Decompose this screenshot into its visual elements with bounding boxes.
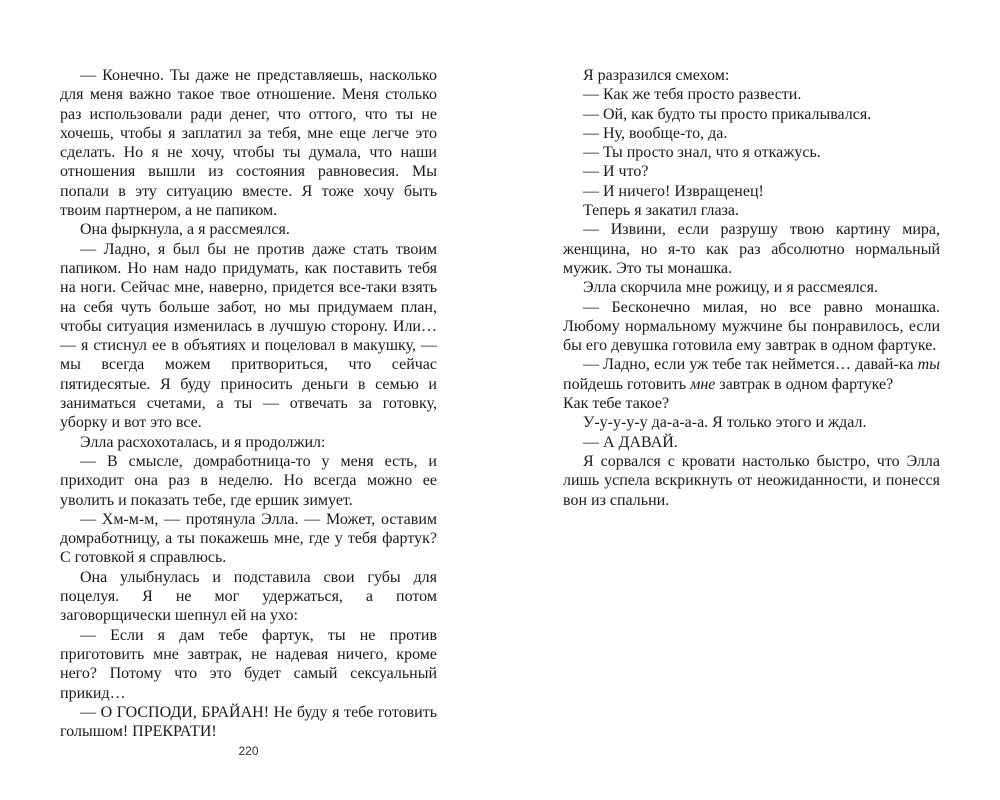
page-number: 220 [238,744,259,758]
paragraph: Она улыбнулась и подставила свои губы для поцелуя. Я не мог удержаться, а потом заговорщически шепнул ей на ухо: [60,568,437,625]
left-page [60,66,437,741]
paragraph: Как тебе такое? [563,395,670,413]
paragraph: У-у-у-у-у да-а-а-а. Я только этого и ждал. [583,414,867,432]
paragraph: — О ГОСПОДИ, БРАЙАН! Не буду я тебе готовить голышом! ПРЕКРАТИ! [60,703,437,741]
paragraph: Она фыркнула, а я рассмеялся. [80,221,290,239]
paragraph: — Ладно, я был бы не против даже стать твоим папиком. Но нам надо придумать, как поставить тебя на ноги. Сейчас мне, наверно, придется все-таки взять на себя чуть больше забот, но мы придумаем план, чтобы ситуация изменилась в лучшую сторону. Или… — я стиснул ее в объятиях и поцеловал в макушку, — мы всегда можем притвориться, что сейчас пятидесятые. Я буду приносить деньги в семью и заниматься счетами, а ты — отвечать за готовку, уборку и вот это все. [60,240,437,432]
paragraph: — Ой, как будто ты просто прикалывался. [583,105,872,123]
text-segment: пойдешь готовить [563,375,691,393]
emphasis-word: ты [917,356,940,374]
text-segment: завтрак в одном фартуке? [715,375,894,393]
paragraph: Я разразился смехом: [583,67,730,84]
paragraph: — Ты просто знал, что я откажусь. [583,144,821,162]
paragraph: Элла расхохоталась, и я продолжил: [80,433,326,451]
paragraph: — Бесконечно милая, но все равно монашка. Любому нормальному мужчине бы понравилось, если бы его девушка готовила ему завтрак в одном фартуке. [563,298,940,355]
paragraph: — Ну, вообще-то, да. [583,124,728,142]
text-segment: — Ладно, если уж тебе так неймется… давай-ка [583,356,918,374]
paragraph: — Если я дам тебе фартук, ты не против приготовить мне завтрак, не надевая ничего, кроме него? Потому что это будет самый сексуальный прикид… [60,626,437,702]
paragraph-with-emphasis [563,355,940,394]
paragraph: — В смысле, домработница-то у меня есть, и приходит она раз в неделю. Но всегда можно ее уволить и показать тебе, где ершик зимует. [60,452,437,509]
paragraph: — Как же тебя просто развести. [583,86,802,104]
paragraph: — Конечно. Ты даже не представляешь, насколько для меня важно такое твое отношение. Меня столько раз использовали ради денег, что оттого, что ты не хочешь, чтобы я заплатил за тебя, мне еще легче это сделать. Но я не хочу, чтобы ты думала, что наши отношения вышли из состояния равновесия. Мы попали в эту ситуацию вместе. Я тоже хочу быть твоим партнером, а не папиком. [60,67,437,220]
paragraph: Теперь я закатил глаза. [583,202,740,220]
paragraph: — А ДАВАЙ. [583,433,678,451]
emphasis-word: мне [690,375,716,393]
paragraph: — И что? [583,163,649,181]
right-page [563,66,940,510]
paragraph: — Хм-м-м, — протянула Элла. — Может, оставим домработницу, а ты покажешь мне, где у тебя фартук? С готовкой я справлюсь. [60,510,437,567]
paragraph: Элла скорчила мне рожицу, и я рассмеялся. [583,279,879,297]
paragraph: — Извини, если разрушу твою картину мира, женщина, но я-то как раз абсолютно нормальный мужик. Это ты монашка. [563,221,940,277]
paragraph: — И ничего! Извращенец! [583,182,764,200]
paragraph: Я сорвался с кровати настолько быстро, что Элла лишь успела вскрикнуть от неожиданности, и понесся вон из спальни. [563,452,940,509]
